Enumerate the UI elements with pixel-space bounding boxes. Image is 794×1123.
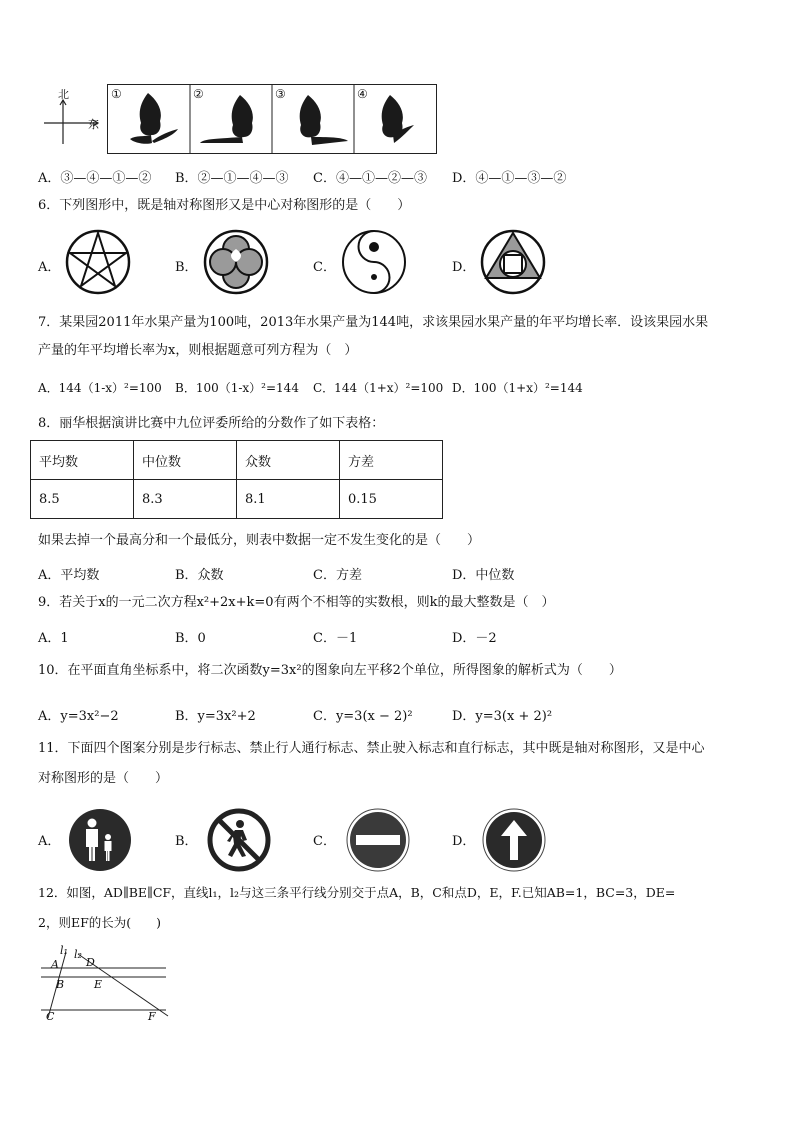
score-stats-table — [30, 440, 443, 519]
q10-option-d[interactable]: D．y=3(x + 2)² — [452, 709, 553, 724]
table-header-cell: 方差 — [340, 441, 443, 480]
no-pedestrians-sign-icon[interactable] — [207, 808, 271, 872]
q11-stem-line-2: 对称图形的是（ ） — [38, 771, 169, 786]
table-cell: 8.3 — [134, 480, 237, 519]
label-b: B — [56, 978, 65, 991]
q7-stem-line-1: 7．某果园2011年水果产量为100吨，2013年水果产量为144吨，求该果园水果产量的年平均增长率．设该果园水果 — [38, 315, 709, 330]
tree-silhouette-2 — [232, 95, 253, 137]
no-entry-sign-icon[interactable] — [346, 808, 410, 872]
label-f: F — [148, 1010, 156, 1023]
q7-option-a[interactable]: A．144（1-x）²=100 — [38, 381, 162, 395]
go-straight-sign-icon[interactable] — [482, 808, 546, 872]
q7-option-b[interactable]: B．100（1-x）²=144 — [175, 381, 299, 395]
q7-option-d[interactable]: D．100（1+x）²=144 — [452, 381, 583, 395]
label-l2: l₂ — [74, 948, 82, 961]
pentagram-circle-icon[interactable] — [64, 228, 132, 296]
q10-option-a[interactable]: A．y=3x²−2 — [38, 709, 119, 724]
tree-silhouette-1 — [140, 93, 161, 135]
q5-option-a[interactable]: A．③—④—①—② — [38, 171, 152, 186]
q5-option-d[interactable]: D．④—①—③—② — [452, 171, 567, 186]
table-header-cell: 众数 — [237, 441, 340, 480]
q6-option-a[interactable]: A． — [38, 260, 61, 275]
q5-option-b[interactable]: B．②—①—④—③ — [175, 171, 289, 186]
table-header-cell: 中位数 — [134, 441, 237, 480]
q9-stem: 9．若关于x的一元二次方程x²+2x+k=0有两个不相等的实数根，则k的最大整数是（ ） — [38, 595, 555, 610]
q8-followup: 如果去掉一个最高分和一个最低分，则表中数据一定不发生变化的是（ ） — [38, 533, 481, 548]
q12-stem-line-2: 2，则EF的长为( ) — [38, 915, 162, 930]
q10-stem: 10．在平面直角坐标系中，将二次函数y=3x²的图象向左平移2个单位，所得图象的解析式为（ ） — [38, 663, 622, 678]
panel-label-2: ② — [193, 87, 204, 101]
q8-stem: 8．丽华根据演讲比赛中九位评委所给的分数作了如下表格： — [38, 416, 385, 431]
table-cell: 8.5 — [31, 480, 134, 519]
leaf-panels — [107, 84, 437, 154]
q8-option-b[interactable]: B．众数 — [175, 568, 224, 583]
compass-east-label: 东 — [88, 118, 99, 131]
q11-option-b[interactable]: B． — [175, 834, 198, 849]
q5-option-c[interactable]: C．④—①—②—③ — [313, 171, 427, 186]
table-cell: 8.1 — [237, 480, 340, 519]
panel-label-3: ③ — [275, 87, 286, 101]
q10-option-b[interactable]: B．y=3x²+2 — [175, 709, 256, 724]
q6-stem: 6．下列图形中，既是轴对称图形又是中心对称图形的是（ ） — [38, 198, 411, 213]
q7-option-c[interactable]: C．144（1+x）²=100 — [313, 381, 444, 395]
q8-option-c[interactable]: C．方差 — [313, 568, 362, 583]
parallel-lines-figure — [36, 944, 176, 1026]
q11-option-d[interactable]: D． — [452, 834, 476, 849]
label-d: D — [86, 956, 95, 969]
leaf-panels-figure — [108, 85, 436, 153]
tree-silhouette-3 — [300, 95, 321, 137]
q8-option-a[interactable]: A．平均数 — [38, 568, 100, 583]
q11-option-c[interactable]: C． — [313, 834, 336, 849]
q9-option-d[interactable]: D．－2 — [452, 631, 497, 646]
q11-option-a[interactable]: A． — [38, 834, 61, 849]
q9-option-b[interactable]: B．0 — [175, 631, 206, 646]
q10-option-c[interactable]: C．y=3(x − 2)² — [313, 709, 413, 724]
label-e: E — [94, 978, 103, 991]
q12-stem-line-1: 12．如图，AD∥BE∥CF，直线l₁，l₂与这三条平行线分别交于点A，B，C和点D，E，F.已知AB=1，BC=3，DE= — [38, 885, 676, 900]
panel-label-1: ① — [111, 87, 122, 101]
yin-yang-icon[interactable] — [340, 228, 408, 296]
table-row — [31, 480, 443, 519]
q11-stem-line-1: 11．下面四个图案分别是步行标志、禁止行人通行标志、禁止驶入标志和直行标志，其中既是轴对称图形，又是中心 — [38, 741, 705, 756]
label-a: A — [51, 958, 59, 971]
label-l1: l₁ — [60, 944, 68, 957]
pedestrian-sign-icon[interactable] — [68, 808, 132, 872]
shadow-2 — [200, 137, 243, 143]
label-c: C — [46, 1010, 55, 1023]
shadow-3 — [311, 137, 348, 145]
q9-option-c[interactable]: C．－1 — [313, 631, 358, 646]
q6-option-c[interactable]: C． — [313, 260, 336, 275]
q7-stem-line-2: 产量的年平均增长率为x，则根据题意可列方程为（ ） — [38, 343, 358, 358]
four-petal-circle-icon[interactable] — [202, 228, 270, 296]
q6-option-b[interactable]: B． — [175, 260, 198, 275]
compass — [38, 86, 108, 146]
table-cell: 0.15 — [340, 480, 443, 519]
compass-north-label: 北 — [58, 88, 69, 101]
q8-option-d[interactable]: D．中位数 — [452, 568, 515, 583]
panel-label-4: ④ — [357, 87, 368, 101]
q9-option-a[interactable]: A．1 — [38, 631, 69, 646]
triangle-square-circle-icon[interactable] — [478, 228, 548, 296]
table-header-cell: 平均数 — [31, 441, 134, 480]
q6-option-d[interactable]: D． — [452, 260, 476, 275]
table-header-row — [31, 441, 443, 480]
